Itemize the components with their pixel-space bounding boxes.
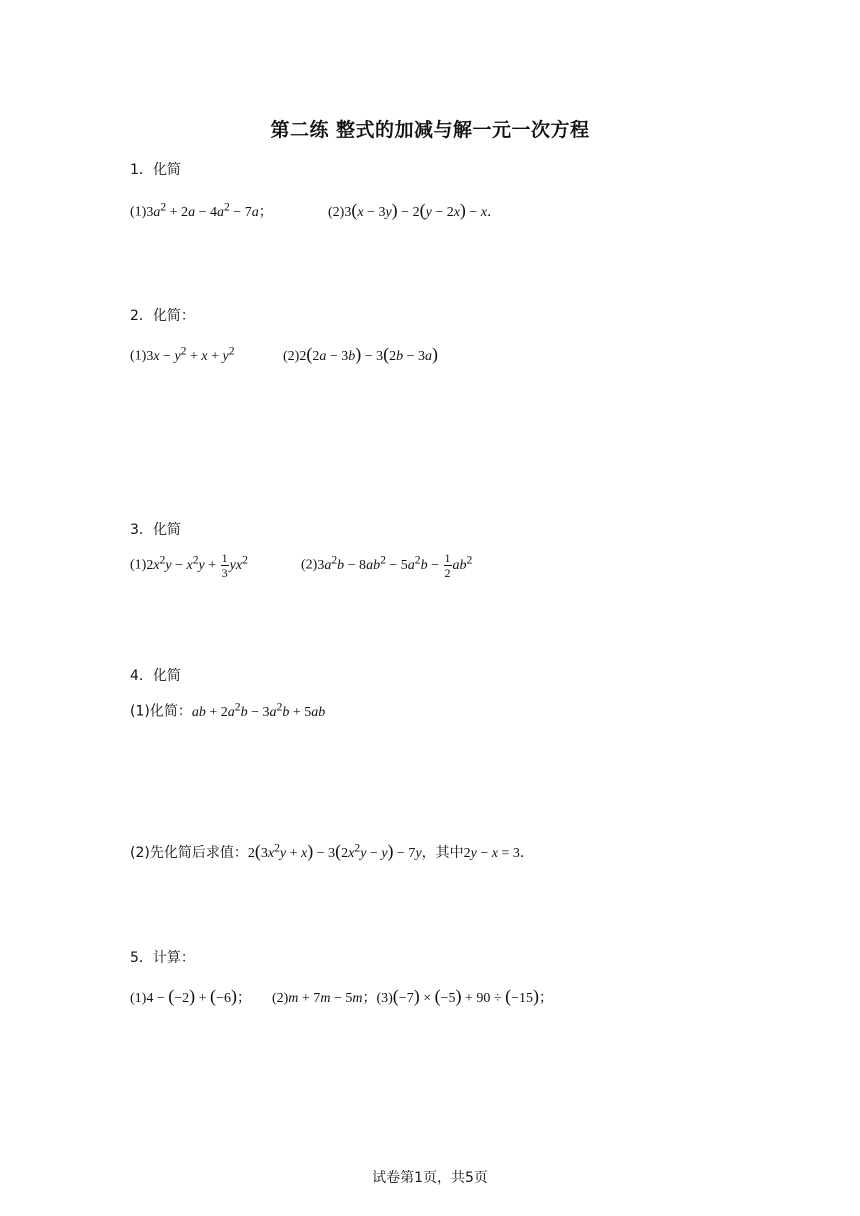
part-label: (2) xyxy=(328,205,345,220)
question-4-part-1 xyxy=(130,700,325,721)
question-3-part-1 xyxy=(130,552,248,579)
math-expression: $2(3x^2y + x) - 3(2x^2y - y) - 7y$ xyxy=(247,841,422,861)
math-expression: ab + $2a^2b - 3a^2b + 5ab$ xyxy=(191,700,326,720)
question-2-part-1 xyxy=(130,344,235,365)
math-condition: 2y − x = 3． xyxy=(463,846,534,861)
part-label: (1)化简： xyxy=(130,703,192,720)
part-label: (2) xyxy=(271,991,289,1006)
question-2-heading: 2．化简： xyxy=(130,308,195,324)
part-label: (1) xyxy=(130,991,147,1006)
question-4-part-2 xyxy=(130,841,534,862)
question-5-heading: 5．计算： xyxy=(130,950,195,966)
page-title: 第二练 整式的加减与解一元一次方程 xyxy=(270,119,590,141)
question-4-heading: 4．化简 xyxy=(130,668,181,684)
part-label: (1) xyxy=(130,348,147,364)
math-expression: m + 7m − 5m； xyxy=(288,991,377,1006)
question-3-part-2 xyxy=(301,552,472,579)
condition-label: ，其中 xyxy=(421,845,464,861)
math-expression: $3x - y^2 + x + y^2$ xyxy=(146,344,235,364)
part-label: (1) xyxy=(130,557,147,573)
question-3-heading: 3．化简 xyxy=(130,522,181,538)
part-label: (2) xyxy=(283,349,300,364)
part-label: (1) xyxy=(130,204,147,220)
part-label: (2) xyxy=(301,557,318,573)
math-expression: (−7) × (−5) + 90 ÷ (−15)； xyxy=(392,986,554,1006)
part-label: (2)先化简后求值： xyxy=(130,845,248,861)
question-2-part-2 xyxy=(283,344,438,365)
math-expression: 4 − (−2) + (−6)； xyxy=(146,986,251,1006)
page-footer: 试卷第1页，共5页 xyxy=(372,1170,488,1186)
question-1-part-2 xyxy=(328,200,501,221)
math-expression: $2x^2y - x^2y$ + $\frac{1}{3}$ $yx^2$ xyxy=(146,551,248,580)
question-1-part-1 xyxy=(130,200,273,221)
math-expression: $3a^2 + 2a - 4a^2 - 7a$； xyxy=(146,200,273,220)
math-expression: 2(2a − 3b) − 3(2b − 3a) xyxy=(299,344,439,364)
math-expression: $3a^2b - 8ab^2 - 5a^2b$ − $\frac{1}{2}$ $ab^2$ xyxy=(317,551,473,580)
question-5-parts xyxy=(130,986,553,1007)
question-1-heading: 1．化简 xyxy=(130,162,181,178)
math-expression: 3(x − 3y) − 2(y − 2x) − x． xyxy=(344,200,502,220)
part-label: (3) xyxy=(376,991,393,1006)
